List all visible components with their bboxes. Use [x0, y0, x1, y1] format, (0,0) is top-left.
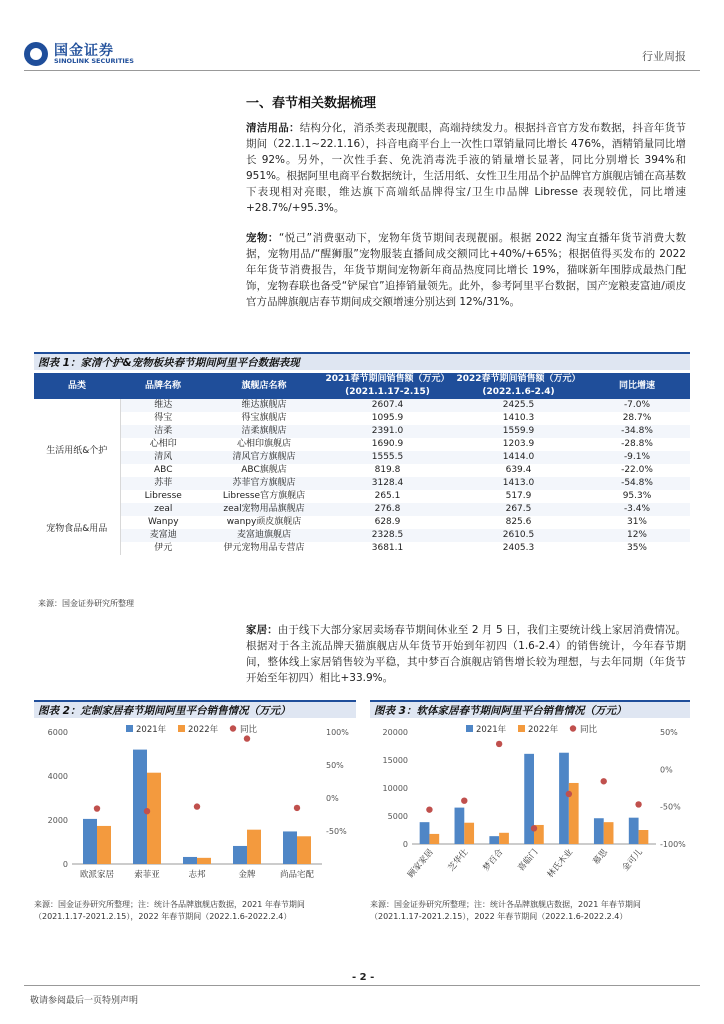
legend-label: 同比: [580, 725, 598, 735]
bar-2022: [247, 830, 261, 864]
store-cell: 得宝旗舰店: [241, 413, 287, 423]
chart2-source-2: （2021.1.17-2021.2.15），2022 年春节期间（2022.1.6-2022.2.4）: [34, 912, 292, 921]
legend-swatch: [466, 725, 473, 732]
table1-source: 来源：国金证券研究所整理: [38, 599, 134, 608]
x-tick-label: 慕思: [591, 847, 611, 867]
sales-2021-cell: 3128.4: [371, 478, 404, 488]
chart3-caption: 图表 3：软体家居春节期间阿里平台销售情况（万元）: [370, 700, 690, 718]
brand-cell: 苏菲: [154, 478, 173, 488]
bar-2022: [297, 836, 311, 864]
x-tick-label: 芝华仕: [446, 847, 471, 874]
col-header: 旗舰店名称: [206, 373, 322, 399]
col-header: 2021春节期间销售额（万元）: [322, 373, 453, 386]
table-row: [34, 412, 690, 425]
footer-divider: [24, 985, 700, 986]
bar-2021: [455, 808, 465, 844]
chart2-source-1: 来源：国金证券研究所整理；注：统计各品牌旗舰店数据，2021 年春节期间: [34, 900, 305, 909]
yoy-point: [531, 825, 537, 831]
yoy-point: [426, 806, 432, 812]
category-cell: 生活用纸&个护: [34, 399, 120, 503]
legend-swatch: [518, 725, 525, 732]
table-row: [34, 477, 690, 490]
paragraph-cleaning: [246, 120, 686, 216]
growth-cell: 31%: [626, 517, 647, 527]
sales-2021-cell: 2328.5: [371, 530, 404, 540]
brand-cell: 清风: [154, 452, 173, 462]
chart3-source-1: 来源：国金证券研究所整理；注：统计各品牌旗舰店数据，2021 年春节期间: [370, 900, 641, 909]
legend-swatch: [570, 725, 576, 731]
section-title: 一、春节相关数据梳理: [246, 96, 377, 111]
col-header: 同比增速: [584, 373, 690, 399]
yoy-point: [601, 778, 607, 784]
bar-2022: [464, 823, 474, 844]
bar-2022: [604, 822, 614, 844]
col-subheader: (2021.1.17-2.15): [322, 386, 453, 399]
yoy-point: [461, 797, 467, 803]
bar-2021: [594, 818, 604, 844]
paragraph-heading: 家居：: [246, 624, 278, 636]
store-cell: 维达旗舰店: [241, 400, 287, 410]
y-tick-label: 2000: [47, 816, 68, 825]
bar-2022: [147, 773, 161, 864]
bar-2021: [559, 753, 569, 844]
store-cell: zeal宠物用品旗舰店: [223, 504, 305, 514]
yoy-point: [194, 803, 200, 809]
y2-tick-label: -100%: [660, 840, 686, 849]
paragraph-home: [246, 622, 686, 686]
sales-2022-cell: 1559.9: [502, 426, 535, 436]
bar-2021: [420, 822, 430, 844]
y-tick-label: 20000: [382, 728, 408, 737]
yoy-point: [496, 741, 502, 747]
yoy-point: [94, 805, 100, 811]
y-tick-label: 0: [62, 860, 68, 869]
x-tick-label: 金牌: [238, 870, 256, 880]
brand-cell: 洁柔: [154, 426, 173, 436]
legend-label: 同比: [240, 725, 258, 735]
sales-2021-cell: 1095.9: [371, 413, 404, 423]
bar-2022: [429, 834, 439, 844]
paragraph-body: “悦己”消费驱动下，宠物年货节期间表现靓丽。根据 2022 淘宝直播年货节消费大数据，宠物用品/“醒狮服”宠物服装直播间成交额同比+40%/+65%；根据值得买发布的 2022 年年货节消费报告，年货节期间宠物新年商品热度同比增长 19%，猫咪新年围脖成最热门配饰，宠物春联也备受“铲屎官”追捧销量领先。此外，参考阿里平台数据，国产宠粮麦富迪/顽皮官方品牌旗舰店春节期间成交额增速分别达到 12%/31%。: [246, 232, 687, 308]
store-cell: 苏菲官方旗舰店: [232, 478, 296, 488]
brand-cell: Libresse: [144, 491, 182, 501]
growth-cell: 35%: [626, 543, 647, 553]
sales-2022-cell: 517.9: [505, 491, 532, 501]
table-row: [34, 529, 690, 542]
store-cell: 伊元宠物用品专营店: [223, 543, 305, 553]
table-row: [34, 516, 690, 529]
footer-notice: 敬请参阅最后一页特别声明: [30, 996, 139, 1006]
paragraph-body: 由于线下大部分家居卖场春节期间休业至 2 月 5 日，我们主要统计线上家居消费情况。根据对于各主流品牌天猫旗舰店从年货节开始到年初四（1.6-2.4）的销售统计，今年春节期间，整体线上家居销售较为平稳，其中梦百合旗舰店销售增长较为理想，与去年同期（年货节开始至年初四）相比+33.9%。: [246, 624, 687, 684]
col-header: 品牌名称: [120, 373, 206, 399]
store-cell: wanpy顽皮旗舰店: [226, 517, 302, 527]
sales-2021-cell: 1555.5: [371, 452, 404, 462]
doc-type: 行业周报: [642, 50, 686, 63]
sales-2022-cell: 2610.5: [502, 530, 535, 540]
brand-cell: 麦富迪: [149, 530, 177, 540]
growth-cell: 28.7%: [622, 413, 652, 423]
growth-cell: -3.4%: [623, 504, 651, 514]
table-header-row: [34, 373, 690, 386]
yoy-point: [144, 808, 150, 814]
page-number: - 2 -: [352, 972, 375, 983]
sales-2022-cell: 1410.3: [502, 413, 535, 423]
x-tick-label: 尚品宅配: [279, 870, 315, 880]
bar-2021: [489, 836, 499, 844]
sales-2021-cell: 2607.4: [371, 400, 404, 410]
table1-caption: 图表 1：家清个护&宠物板块春节期间阿里平台数据表现: [34, 352, 690, 370]
yoy-point: [566, 791, 572, 797]
sales-2022-cell: 2405.3: [502, 543, 535, 553]
sales-2022-cell: 1203.9: [502, 439, 535, 449]
brand-sales-table: [34, 373, 690, 555]
y2-tick-label: -50%: [326, 827, 347, 836]
table-row: [34, 490, 690, 503]
table-row: [34, 425, 690, 438]
bar-2021: [183, 857, 197, 864]
y2-tick-label: 50%: [326, 761, 344, 770]
table-row: [34, 399, 690, 412]
category-cell: 宠物食品&用品: [34, 503, 120, 555]
sales-2021-cell: 265.1: [374, 491, 401, 501]
sales-2022-cell: 1414.0: [502, 452, 535, 462]
sales-2021-cell: 276.8: [374, 504, 401, 514]
growth-cell: -7.0%: [623, 400, 651, 410]
store-cell: 心相印旗舰店: [236, 439, 291, 449]
sales-2021-cell: 3681.1: [371, 543, 404, 553]
chart2-svg: [34, 722, 356, 894]
logo-icon: [24, 42, 48, 66]
chart3-source-2: （2021.1.17-2021.2.15），2022 年春节期间（2022.1.6-2022.2.4）: [370, 912, 628, 921]
yoy-point: [244, 735, 250, 741]
sales-2021-cell: 2391.0: [371, 426, 404, 436]
sales-2021-cell: 819.8: [374, 465, 401, 475]
growth-cell: -28.8%: [621, 439, 653, 449]
growth-cell: -22.0%: [621, 465, 653, 475]
bar-2022: [197, 858, 211, 864]
growth-cell: 12%: [626, 530, 647, 540]
yoy-point: [294, 805, 300, 811]
col-header: 品类: [34, 373, 120, 399]
y2-tick-label: -50%: [660, 802, 681, 812]
store-cell: Libresse官方旗舰店: [222, 491, 306, 501]
growth-cell: -9.1%: [623, 452, 651, 462]
bar-2021: [629, 818, 639, 844]
x-tick-label: 索菲亚: [134, 870, 160, 880]
sales-2021-cell: 1690.9: [371, 439, 404, 449]
chart2-caption: 图表 2：定制家居春节期间阿里平台销售情况（万元）: [34, 700, 356, 718]
bar-2022: [639, 830, 649, 844]
legend-swatch: [178, 725, 185, 732]
table-row: [34, 464, 690, 477]
brand-cell: 得宝: [154, 413, 173, 423]
bar-2021: [133, 750, 147, 864]
chart3-svg: [370, 722, 690, 894]
sales-2022-cell: 1413.0: [502, 478, 535, 488]
store-cell: 清风官方旗舰店: [232, 452, 296, 462]
growth-cell: -54.8%: [621, 478, 653, 488]
col-subheader: (2022.1.6-2.4): [453, 386, 584, 399]
growth-cell: 95.3%: [622, 491, 652, 501]
store-cell: 麦富迪旗舰店: [236, 530, 291, 540]
y-tick-label: 6000: [47, 728, 68, 737]
growth-cell: -34.8%: [621, 426, 653, 436]
y-tick-label: 5000: [387, 812, 408, 821]
y2-tick-label: 100%: [326, 728, 349, 737]
y2-tick-label: 50%: [660, 728, 678, 737]
sales-2022-cell: 825.6: [505, 517, 532, 527]
paragraph-heading: 清洁用品：: [246, 122, 300, 134]
x-tick-label: 喜临门: [516, 847, 541, 874]
y-tick-label: 4000: [47, 772, 68, 781]
legend-label: 2021年: [136, 725, 167, 735]
table-row: [34, 503, 690, 516]
store-cell: 洁柔旗舰店: [241, 426, 287, 436]
legend-swatch: [230, 725, 236, 731]
brand-cell: Wanpy: [147, 517, 179, 527]
header-divider: [24, 70, 700, 71]
bar-2021: [83, 819, 97, 864]
x-tick-label: 欧派家居: [79, 870, 115, 880]
table-row: [34, 542, 690, 555]
store-cell: ABC旗舰店: [241, 465, 287, 475]
bar-2022: [97, 826, 111, 864]
paragraph-body: 结构分化，消杀类表现靓眼，高端持续发力。根据抖音官方发布数据，抖音年货节期间（22.1.1~22.1.16），抖音电商平台上一次性口罩销量同比增长 476%，酒精销量同比增长 92%。另外，一次性手套、免洗消毒洗手液的销量增长显著，同比分别增长 394%和 951%。根据阿里电商平台数据统计，生活用纸、女性卫生用品个护品牌官方旗舰店铺在高基数下表现相对亮眼，维达旗下高端纸品牌得宝/卫生巾品牌 Libresse 表现较优，同比增速+28.7%/+95.3%。: [246, 122, 686, 214]
sales-2022-cell: 267.5: [505, 504, 532, 514]
paragraph-pets: [246, 230, 686, 310]
legend-swatch: [126, 725, 133, 732]
legend-label: 2021年: [476, 725, 507, 735]
bar-2022: [499, 833, 509, 844]
brand-cell: zeal: [154, 504, 173, 514]
brand-cell: ABC: [154, 465, 173, 475]
brand-cell: 心相印: [149, 439, 177, 449]
y2-tick-label: 0%: [326, 794, 339, 803]
x-tick-label: 林氏木业: [545, 847, 576, 880]
x-tick-label: 金可儿: [620, 847, 645, 874]
table-row: [34, 438, 690, 451]
sales-2022-cell: 639.4: [505, 465, 532, 475]
legend-label: 2022年: [188, 725, 219, 735]
col-header: 2022春节期间销售额（万元）: [453, 373, 584, 386]
logo-text-cn: 国金证券: [54, 43, 114, 59]
y-tick-label: 15000: [382, 756, 408, 765]
x-tick-label: 顾家家居: [406, 847, 436, 880]
y2-tick-label: 0%: [660, 765, 673, 775]
sales-2021-cell: 628.9: [374, 517, 401, 527]
paragraph-heading: 宠物：: [246, 232, 279, 244]
legend-label: 2022年: [528, 725, 559, 735]
table-row: [34, 451, 690, 464]
bar-2021: [283, 831, 297, 864]
brand-cell: 伊元: [154, 543, 173, 553]
y-tick-label: 0: [402, 840, 408, 849]
x-tick-label: 志邦: [188, 870, 206, 880]
company-logo: [24, 38, 154, 70]
bar-2021: [233, 846, 247, 864]
brand-cell: 维达: [154, 400, 173, 410]
sales-2022-cell: 2425.5: [502, 400, 535, 410]
x-tick-label: 梦百合: [481, 847, 506, 874]
yoy-point: [635, 801, 641, 807]
logo-text-en: SINOLINK SECURITIES: [54, 57, 134, 65]
y-tick-label: 10000: [382, 784, 408, 793]
